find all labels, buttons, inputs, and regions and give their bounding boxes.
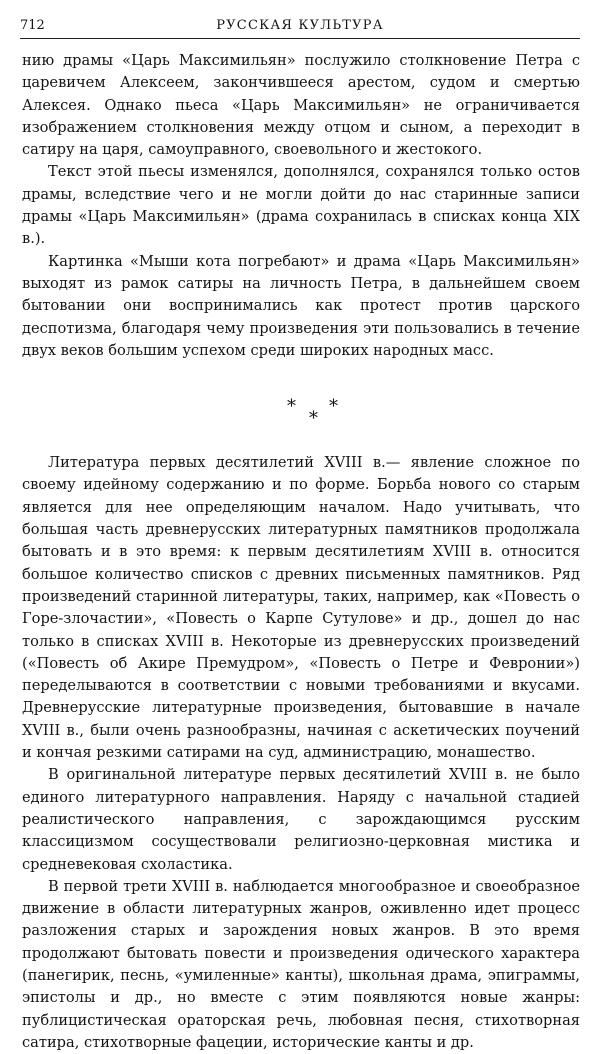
- running-title: РУССКАЯ КУЛЬТУРА: [216, 18, 384, 33]
- page-body: [22, 50, 580, 1054]
- paragraph: Картинка «Мыши кота погребают» и драма «Царь Максимильян» выходят из рамок сатиры на личность Петра, в дальнейшем своем бытовании они воспринимались как протест против царского деспотизма, благодаря чему произведения эти пользовались в течение двух веков большим успехом среди широких народных масс.: [22, 252, 580, 359]
- paragraph: В оригинальной литературе первых десятилетий XVIII в. не было единого литературного направления. Наряду с начальной стадией реалистического направления, с зарождающимся русским классицизмом сосуществовали религиозно-церковная мистика и средневековая схоластика.: [22, 766, 580, 873]
- paragraph: Текст этой пьесы изменялся, дополнялся, сохранялся только остов драмы, вследствие чего и не могли дойти до нас старинные записи драмы «Царь Максимильян» (драма сохранилась в списках конца XIX в.).: [22, 163, 580, 248]
- separator-star: *: [329, 396, 338, 418]
- header-rule: [20, 38, 580, 39]
- page-number: 712: [20, 18, 45, 33]
- separator-star: *: [287, 396, 296, 418]
- section-separator: [22, 362, 580, 452]
- page-header: [20, 14, 580, 36]
- paragraph: В первой трети XVIII в. наблюдается многообразное и своеобразное движение в области литературных жанров, оживленно идет процесс разложения старых и зарождения новых жанров. В это время продолжают бытовать повести и произведения одического характера (панегирик, песнь, «умиленные» канты), школьная драма, эпиграммы, эпистолы и др., но вместе с этим появляются новые жанры: публицистическая ораторская речь, любовная песня, стихотворная сатира, стихотворные фацеции, исторические канты и др.: [22, 877, 580, 1051]
- separator-star: *: [309, 408, 318, 430]
- paragraph: Литература первых десятилетий XVIII в.— явление сложное по своему идейному содержанию и по форме. Борьба нового со старым является для нее определяющим началом. Надо учитывать, что большая часть древнерусских литературных памятников продолжала бытовать и в это время: к первым десятилетиям XVIII в. относится большое количество списков с древних письменных памятников. Ряд произведений старинной литературы, таких, например, как «Повесть о Горе-злочастии», «Повесть о Карпе Сутулове» и др., дошел до нас только в списках XVIII в. Некоторые из древнерусских произведений («Повесть об Акире Премудром», «Повесть о Петре и Февронии») переделываются в соответствии с новыми требованиями и вкусами. Древнерусские литературные произведения, бытовавшие в начале XVIII в., были очень разнообразны, начиная с аскетических поучений и кончая резкими сатирами на суд, администрацию, монашество.: [22, 454, 580, 762]
- paragraph-continuation: нию драмы «Царь Максимильян» послужило столкновение Петра с царевичем Алексеем, закончившееся арестом, судом и смертью Алексея. Однако пьеса «Царь Максимильян» не ограничивается изображением столкновения между отцом и сыном, а переходит в сатиру на царя, самоуправного, своевольного и жестокого.: [22, 52, 580, 159]
